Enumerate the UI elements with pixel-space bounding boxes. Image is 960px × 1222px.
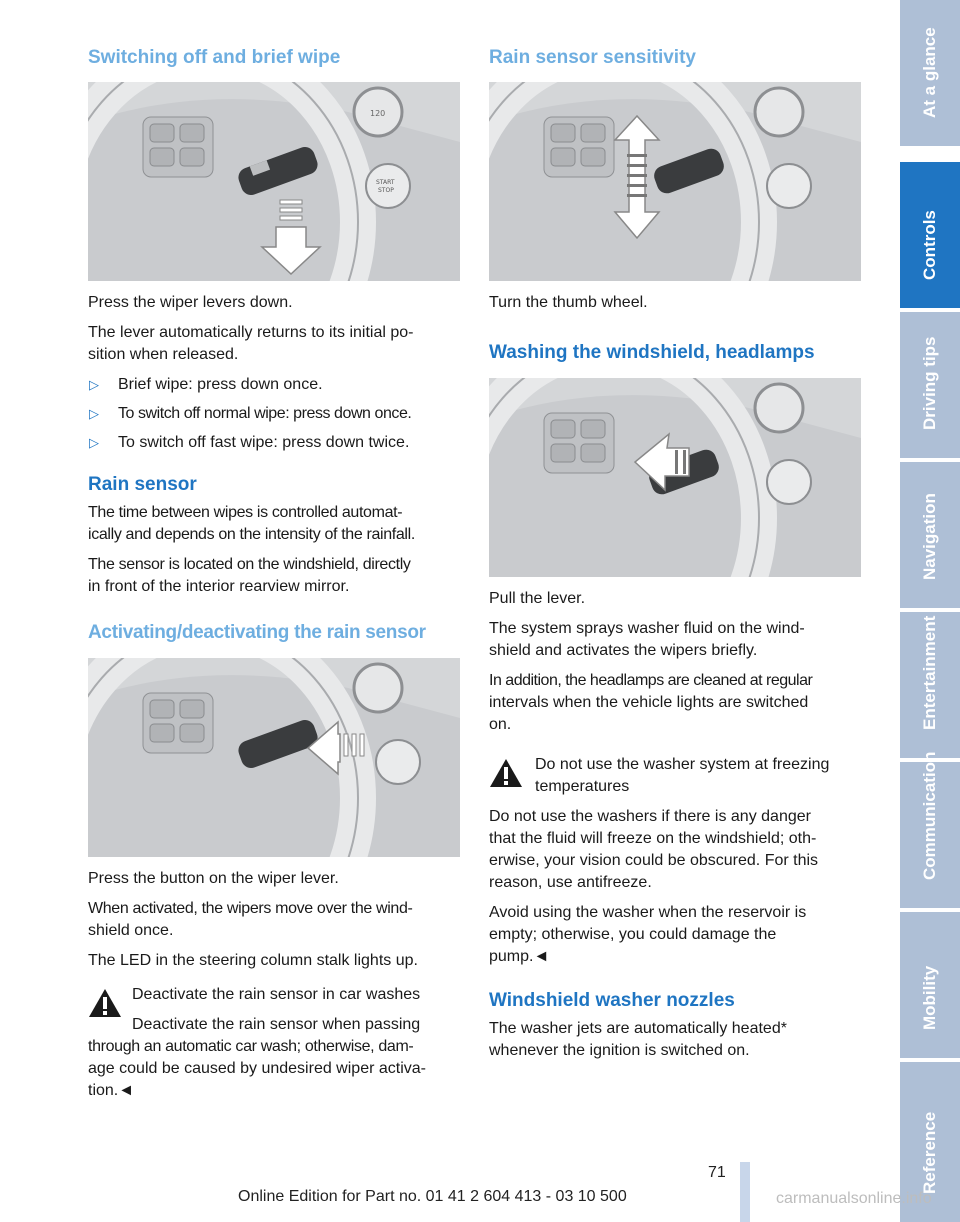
text-sensor-2: in front of the interior rearview mirror. — [88, 578, 350, 595]
heading-rain-sensor: Rain sensor — [88, 474, 197, 495]
illustration-wiper-press-down — [88, 82, 460, 281]
start-label: START — [376, 179, 395, 186]
triangle-bullet-icon: ▷ — [89, 406, 99, 421]
warning-text-4: tion.◄ — [88, 1082, 135, 1099]
tab-controls[interactable]: Controls — [900, 162, 960, 308]
warning-icon — [88, 988, 122, 1018]
chapter-sidebar — [900, 0, 960, 1222]
text-reservoir-1: Avoid using the washer when the reservoir is — [489, 904, 807, 921]
tab-navigation[interactable]: Navigation — [900, 462, 960, 608]
heading-activating-rain-sensor: Activating/deactivating the rain sensor — [88, 622, 426, 643]
tab-driving-tips[interactable]: Driving tips — [900, 312, 960, 458]
triangle-bullet-icon: ▷ — [89, 377, 99, 392]
steering-wheel-illustration — [88, 658, 460, 857]
text-press-button: Press the button on the wiper lever. — [88, 870, 339, 887]
text-returns-2: sition when released. — [88, 346, 239, 363]
warning-text-3: age could be caused by undesired wiper activa- — [88, 1060, 426, 1077]
text-sensor-1: The sensor is located on the windshield, directly — [88, 556, 411, 573]
text-headlamps-1: In addition, the headlamps are cleaned at regular — [489, 672, 813, 689]
heading-washing: Washing the windshield, headlamps — [489, 342, 815, 363]
text-headlamps-2: intervals when the vehicle lights are switched — [489, 694, 809, 711]
text-activated-2: shield once. — [88, 922, 174, 939]
tab-entertainment[interactable]: Entertainment — [900, 612, 960, 758]
footer-edition: Online Edition for Part no. 01 41 2 604 413 - 03 10 500 — [238, 1188, 627, 1205]
gauge-label: 120 — [370, 109, 386, 118]
text-rain-2: ically and depends on the intensity of the rainfall. — [88, 526, 415, 543]
text-nozzles-2: whenever the ignition is switched on. — [489, 1042, 750, 1059]
steering-wheel-illustration — [489, 82, 861, 281]
text-pull-lever: Pull the lever. — [489, 590, 586, 607]
text-press-down: Press the wiper levers down. — [88, 294, 293, 311]
text-turn-thumb-wheel: Turn the thumb wheel. — [489, 294, 648, 311]
text-activated-1: When activated, the wipers move over the wind- — [88, 900, 413, 917]
tab-mobility[interactable]: Mobility — [900, 912, 960, 1058]
stop-label: STOP — [378, 187, 394, 194]
text-danger-1: Do not use the washers if there is any danger — [489, 808, 811, 825]
page-number-bar — [740, 1162, 750, 1222]
warning-title-freezing-2: temperatures — [535, 778, 630, 795]
warning-title-car-wash: Deactivate the rain sensor in car washes — [132, 986, 421, 1003]
text-headlamps-3: on. — [489, 716, 512, 733]
heading-rain-sensitivity: Rain sensor sensitivity — [489, 47, 696, 68]
warning-icon — [489, 758, 523, 788]
text-sprays-2: shield and activates the wipers briefly. — [489, 642, 758, 659]
watermark: carmanualsonline.info — [776, 1190, 932, 1207]
text-danger-4: reason, use antifreeze. — [489, 874, 652, 891]
text-returns-1: The lever automatically returns to its initial po- — [88, 324, 414, 341]
warning-text-1: Deactivate the rain sensor when passing — [132, 1016, 421, 1033]
text-rain-1: The time between wipes is controlled automat- — [88, 504, 403, 521]
heading-washer-nozzles: Windshield washer nozzles — [489, 990, 735, 1011]
text-danger-3: erwise, your vision could be obscured. For this — [489, 852, 819, 869]
warning-title-freezing-1: Do not use the washer system at freezing — [535, 756, 830, 773]
tab-reference[interactable]: Reference — [900, 1062, 960, 1222]
illustration-pull-lever — [489, 378, 861, 577]
text-sprays-1: The system sprays washer fluid on the wind- — [489, 620, 805, 637]
page-number: 71 — [708, 1164, 726, 1181]
tab-at-a-glance[interactable]: At a glance — [900, 0, 960, 146]
text-reservoir-2: empty; otherwise, you could damage the — [489, 926, 777, 943]
illustration-wiper-button — [88, 658, 460, 857]
tab-communication[interactable]: Communication — [900, 762, 960, 908]
text-led: The LED in the steering column stalk lights up. — [88, 952, 418, 969]
text-reservoir-3: pump.◄ — [489, 948, 550, 965]
steering-wheel-illustration — [88, 82, 460, 281]
steering-wheel-illustration — [489, 378, 861, 577]
text-danger-2: that the fluid will freeze on the windshield; oth- — [489, 830, 817, 847]
heading-switching-off: Switching off and brief wipe — [88, 47, 341, 68]
warning-text-2: through an automatic car wash; otherwise, dam- — [88, 1038, 414, 1055]
triangle-bullet-icon: ▷ — [89, 435, 99, 450]
text-nozzles-1: The washer jets are automatically heated* — [489, 1020, 787, 1037]
illustration-thumb-wheel — [489, 82, 861, 281]
